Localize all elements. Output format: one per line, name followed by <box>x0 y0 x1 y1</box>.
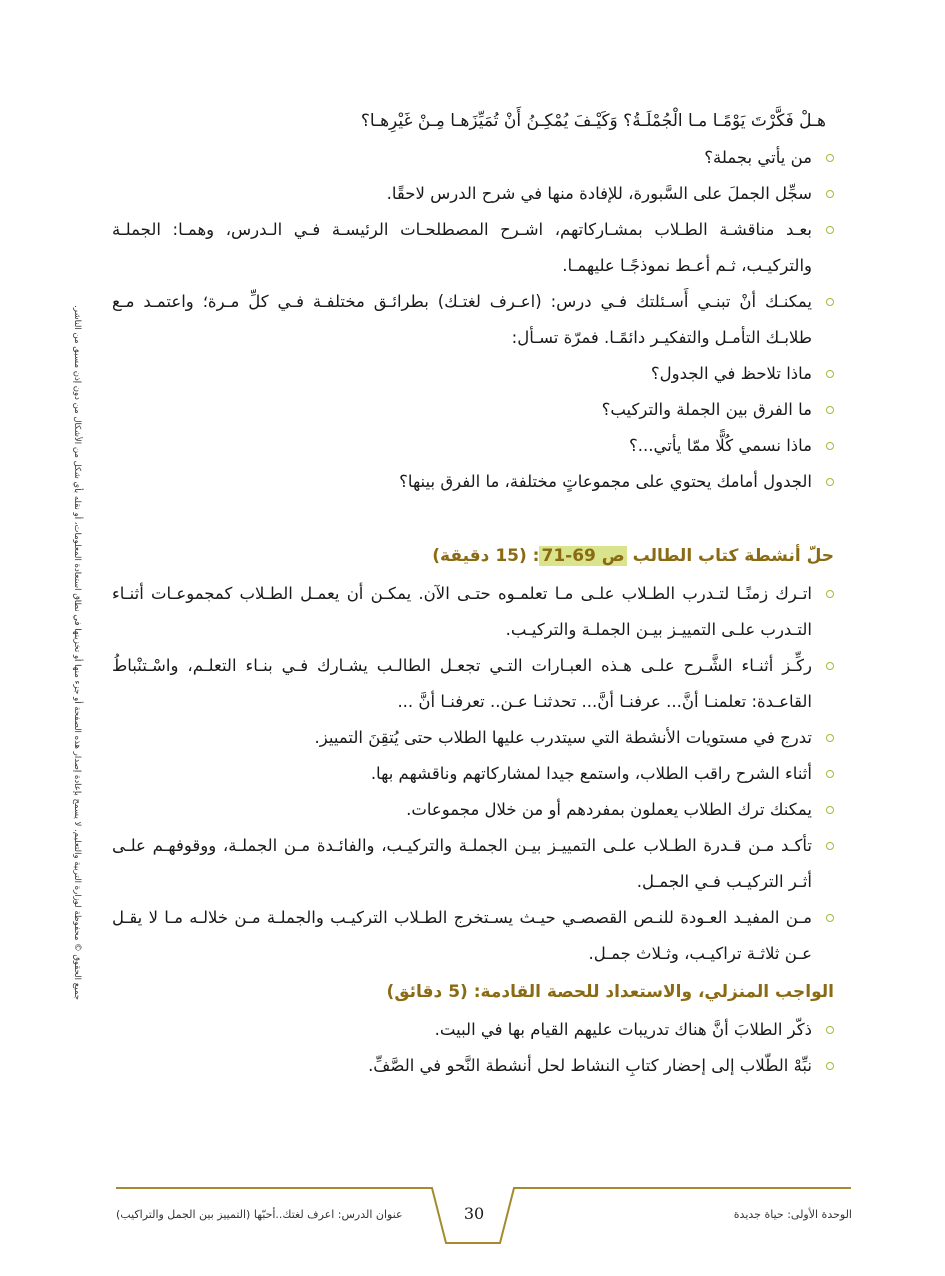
list-item: مـن المفيـد العـودة للنـص القصصـي حيـث يسـتخرج الطـلاب التركيـب والجملـة مـن خلالـه مـا لا يقـل عـن ثلاثـة تراكيـب، وثـلاث جمـل. <box>112 900 834 972</box>
section-heading-homework: الواجب المنزلي، والاستعداد للحصة القادمة: (5 دقائق) <box>386 982 834 1002</box>
list-item: تأكـد مـن قـدرة الطـلاب علـى التمييـز بيـن الجملـة والتركيـب، والفائـدة مـن الجملـة، ووقوفهـم علـى أثـر التركيـب فـي الجمـل. <box>112 828 834 900</box>
intro-question: هـلْ فَكَّرْتَ يَوْمًـا مـا الْجُمْلَـةُ؟ وَكَيْـفَ يُمْكِـنُ أَنْ تُمَيِّزَهـا مِـنْ غَيْرِهـا؟ <box>360 111 826 131</box>
sub-list-item: الجدول أمامك يحتوي على مجموعاتٍ مختلفة، ما الفرق بينها؟ <box>112 464 834 500</box>
list-item: يمكنـك أنْ تبنـي أَسـئلتك فـي درس: (اعـرف لغتـك) بطرائـق مختلفـة فـي كلِّ مـرة؛ واعتمـد مـع طلابـك التأمـل والتفكيـر دائمًـا. فمرّة تسـأل: <box>112 284 834 356</box>
list-item: بعـد مناقشـة الطـلاب بمشـاركاتهم، اشـرح المصطلحـات الرئيسـة فـي الـدرس، وهمـا: الجملـة والتركيـب، ثـم أعـط نموذجًـا عليهمـا. <box>112 212 834 284</box>
list-item: تدرج في مستويات الأنشطة التي سيتدرب عليها الطلاب حتى يُتقِنَ التمييز. <box>112 720 834 756</box>
footer-lesson: عنوان الدرس: اعرف لغتك..أحبّها (التمييز بين الجمل والتراكيب) <box>116 1208 403 1221</box>
footer-unit: الوحدة الأولى: حياة جديدة <box>733 1208 852 1221</box>
copyright-side-note: جميع الحقوق © محفوظة لوزارة التربية والتعليم. لا يسمح بإعادة إصدار هذه الصفحة أو جزء منها أو تخزينها في نطاق استعادة المعلومات، أو نقله بأي شكل من الأشكال من دون إذن مسبق من الناشر. <box>72 305 82 1000</box>
section-heading-activities: حلّ أنشطة كتاب الطالب ص 69-71: (15 دقيقة) <box>432 546 834 566</box>
list-item: اتـرك زمنًـا لتـدرب الطـلاب علـى مـا تعلمـوه حتـى الآن. يمكـن أن يعمـل الطـلاب كمجموعـات أثنـاء التـدرب علـى التمييـز بيـن الجملـة والتركيـب. <box>112 576 834 648</box>
list-item: سجِّل الجملَ على السَّبورة، للإفادة منها في شرح الدرس لاحقًا. <box>112 176 834 212</box>
list-item: يمكنك ترك الطلاب يعملون بمفردهم أو من خلال مجموعات. <box>112 792 834 828</box>
list-item: أثناء الشرح راقب الطلاب، واستمع جيدا لمشاركاتهم وناقشهم بها. <box>112 756 834 792</box>
sub-list-item: ما الفرق بين الجملة والتركيب؟ <box>112 392 834 428</box>
list-item: نبِّهْ الطّلاب إلى إحضار كتابِ النشاط لحل أنشطة النَّحو في الصَّفِّ. <box>112 1048 834 1084</box>
pages-highlight: ص 69-71 <box>541 546 625 566</box>
sub-list-item: ماذا نسمي كُلًّا ممّا يأتي...؟ <box>112 428 834 464</box>
list-item: ذكّر الطلابَ أنَّ هناك تدريبات عليهم القيام بها في البيت. <box>112 1012 834 1048</box>
list-item: ركِّـز أثنـاء الشَّـرح علـى هـذه العبـارات التـي تجعـل الطالـب يشـارك فـي بنـاء التعلـم، واسْـتنْباطُ القاعـدة: تعلمنـا أنَّ... عرفنـا أنَّ... تحدثنـا عـن.. تعرفنـا أنَّ ... <box>112 648 834 720</box>
page-number: 30 <box>463 1204 485 1223</box>
list-item: من يأتي بجملة؟ <box>112 140 834 176</box>
sub-list-item: ماذا تلاحظ في الجدول؟ <box>112 356 834 392</box>
